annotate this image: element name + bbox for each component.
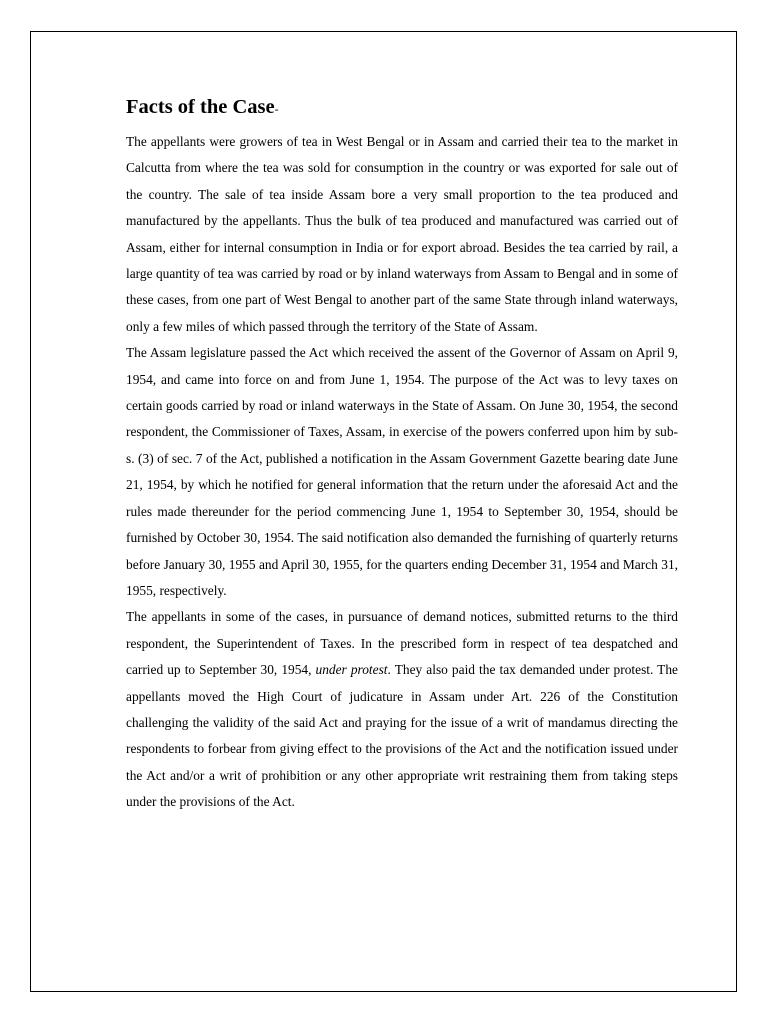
- document-body: [126, 92, 678, 816]
- paragraph-text-after: . They also paid the tax demanded under protest. The appellants moved the High Court of judicature in Assam under Art. 226 of the Constitution challenging the validity of the said Act and praying for the issue of a writ of mandamus directing the respondents to forbear from giving effect to the provisions of the Act and the notification issued under the Act and/or a writ of prohibition or any other appropriate writ restraining them from taking steps under the provisions of the Act.: [126, 662, 678, 810]
- paragraph-assam-act: The Assam legislature passed the Act which received the assent of the Governor of Assam on April 9, 1954, and came into force on and from June 1, 1954. The purpose of the Act was to levy taxes on certain goods carried by road or inland waterways in the State of Assam. On June 30, 1954, the second respondent, the Commissioner of Taxes, Assam, in exercise of the powers conferred upon him by sub-s. (3) of sec. 7 of the Act, published a notification in the Assam Government Gazette bearing date June 21, 1954, by which he notified for general information that the return under the aforesaid Act and the rules made thereunder for the period commencing June 1, 1954 to September 30, 1954, should be furnished by October 30, 1954. The said notification also demanded the furnishing of quarterly returns before January 30, 1955 and April 30, 1955, for the quarters ending December 31, 1954 and March 31, 1955, respectively.: [126, 345, 678, 598]
- title-text: Facts of the Case: [126, 96, 275, 118]
- paragraph-facts-growers: The appellants were growers of tea in West Bengal or in Assam and carried their tea to the market in Calcutta from where the tea was sold for consumption in the country or was exported for sale out of the country. The sale of tea inside Assam bore a very small proportion to the tea produced and manufactured by the appellants. Thus the bulk of tea produced and manufactured was carried out of Assam, either for internal consumption in India or for export abroad. Besides the tea carried by rail, a large quantity of tea was carried by road or by inland waterways from Assam to Bengal and in some of these cases, from one part of West Bengal to another part of the same State through inland waterways, only a few miles of which passed through the territory of the State of Assam.: [126, 134, 678, 334]
- paragraph-text-before: The appellants in some of the cases, in pursuance of demand notices, submitted returns to the third respondent, the Superintendent of Taxes. In the prescribed form in respect of tea despatched and carried up to September 30, 1954,: [126, 609, 678, 678]
- emphasis-under-protest: under protest: [315, 662, 388, 678]
- paragraph-appellants-returns: [126, 604, 678, 815]
- document-title: [126, 92, 678, 124]
- title-dash: -: [274, 102, 279, 116]
